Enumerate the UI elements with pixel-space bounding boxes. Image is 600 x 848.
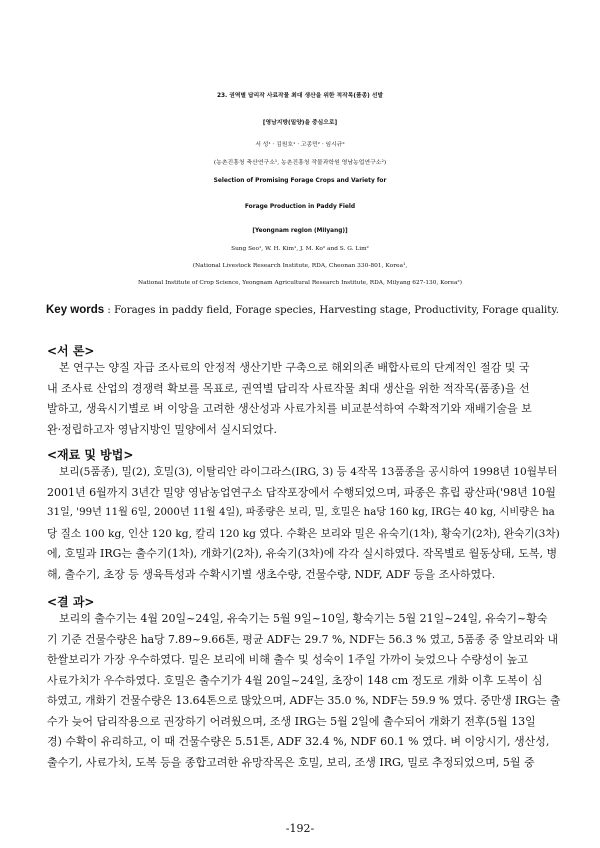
authors-korean: 서 성¹ · 김원호¹ · 고종민² · 임시규²	[255, 142, 345, 148]
paragraph-line: 에, 호밀과 IRG는 출수기(1차), 개화기(2차), 유숙기(3차)에 각각 실시하였다. 작목별로 월동상태, 도복, 병	[47, 547, 558, 560]
paragraph-line: 보리(5품종), 밀(2), 호밀(3), 이탈리안 라이그라스(IRG, 3) 등 4작목 13품종을 공시하여 1998년 10월부터	[59, 466, 558, 478]
paragraph-line: 하였고, 개화기 건물수량은 13.64톤으로 많았으며, ADF는 35.0 %, NDF는 59.9 % 였다. 중만생 IRG는 출	[47, 694, 561, 707]
title-english-line-1: Selection of Promising Forage Crops and Variety for	[213, 178, 387, 184]
section-heading-intro: <서 론>	[47, 344, 95, 358]
section-body-intro	[47, 358, 561, 440]
paragraph-line: 발하고, 생육시기별로 벼 이앙을 고려한 생산성과 사료가치를 비교분석하여 수확적기와 재배기술을 보	[47, 402, 532, 415]
section-body-methods	[47, 462, 561, 585]
authors-english: Sung Seo¹, W. H. Kim¹, J. M. Ko² and S. G. Lim²	[231, 246, 369, 252]
paragraph-line: 완·정립하고자 영남지방인 밀양에서 실시되었다.	[47, 422, 278, 436]
title-english-line-2: Forage Production in Paddy Field	[244, 204, 356, 210]
paragraph-line: 수가 늦어 답리작용으로 권장하기 어려웠으며, 조생 IRG는 5월 2일에 출수되어 개화기 전후(5월 13일	[47, 714, 536, 728]
paragraph-line: 출수기, 사료가치, 도복 등을 종합고려한 유망작목은 호밀, 보리, 조생 IRG, 밀로 추정되었으며, 5월 중	[47, 755, 535, 769]
paragraph-line: 사료가치가 우수하였다. 호밀은 출수기가 4월 20일~24일, 초장이 148 cm 정도로 개화 이후 도복이 심	[47, 673, 543, 687]
paragraph-line: 보리의 출수기는 4월 20일~24일, 유숙기는 5월 9일~10일, 황숙기는 5월 21일~24일, 유숙기~황숙	[59, 612, 548, 625]
paragraph-line: 기 기준 건물수량은 ha당 7.89~9.66톤, 평균 ADF는 29.7 %, NDF는 56.3 % 였고, 5품종 중 알보리와 내	[47, 632, 559, 646]
paragraph-line: 내 조사료 산업의 경쟁력 확보를 목표로, 권역별 답리작 사료작물 최대 생산을 위한 적작목(품종)을 선	[47, 381, 530, 395]
paragraph-line: 본 연구는 양질 자급 조사료의 안정적 생산기반 구축으로 해외의존 배합사료의 단계적인 절감 및 국	[59, 361, 530, 374]
subtitle-english: [Yeongnam region (Milyang)]	[252, 228, 348, 234]
affiliation-korean: (농촌진흥청 축산연구소¹, 농촌진흥청 작물과학원 영남농업연구소²)	[213, 160, 387, 166]
paragraph-line: 당 질소 100 kg, 인산 120 kg, 칼리 120 kg 였다. 수확은 보리와 밀은 유숙기(1차), 황숙기(2차), 완숙기(3차)	[47, 527, 560, 540]
paragraph-line: 2001년 6월까지 3년간 밀양 영남농업연구소 답작포장에서 수행되었으며, 파종은 휴립 광산파('98년 10월	[47, 485, 556, 499]
keywords	[46, 304, 566, 316]
affiliation-english-line-1: (National Livestock Research Institute, RDA, Cheonan 330-801, Korea¹,	[192, 263, 408, 269]
affiliation-english-line-2: National Institute of Crop Science, Yeongnam Agricultural Research Institute, RDA, Milyang 627-130, Korea²)	[138, 280, 462, 286]
paragraph-line: 한쌀보리가 가장 우수하였다. 밀은 보리에 비해 출수 및 성숙이 1주일 가까이 늦었으나 수량성이 높고	[47, 653, 528, 666]
section-heading-results: <결 과>	[47, 595, 95, 609]
keywords-label: Key words	[46, 304, 105, 316]
paragraph-line: 31일, '99년 11월 6일, 2000년 11월 4일), 파종량은 보리, 밀, 호밀은 ha당 160 kg, IRG는 40 kg, 시비량은 ha	[47, 507, 555, 518]
keywords-text: : Forages in paddy field, Forage species, Harvesting stage, Productivity, Forage quality.	[107, 305, 560, 316]
section-body-results	[47, 609, 561, 773]
title-korean: 23. 권역별 답리작 사료작물 최대 생산을 위한 적작목(품종) 선발	[216, 93, 384, 99]
paragraph-line: 경) 수확이 유리하고, 이 때 건물수량은 5.51톤, ADF 32.4 %, NDF 60.1 % 였다. 벼 이앙시기, 생산성,	[47, 735, 550, 748]
page-number: -192-	[285, 822, 315, 835]
section-heading-methods: <재료 및 방법>	[47, 448, 134, 462]
paragraph-line: 해, 출수기, 초장 등 생육특성과 수확시기별 생초수량, 건물수량, NDF, ADF 등을 조사하였다.	[47, 567, 496, 581]
subtitle-korean: [영남지방(밀양)을 중심으로]	[262, 120, 338, 126]
